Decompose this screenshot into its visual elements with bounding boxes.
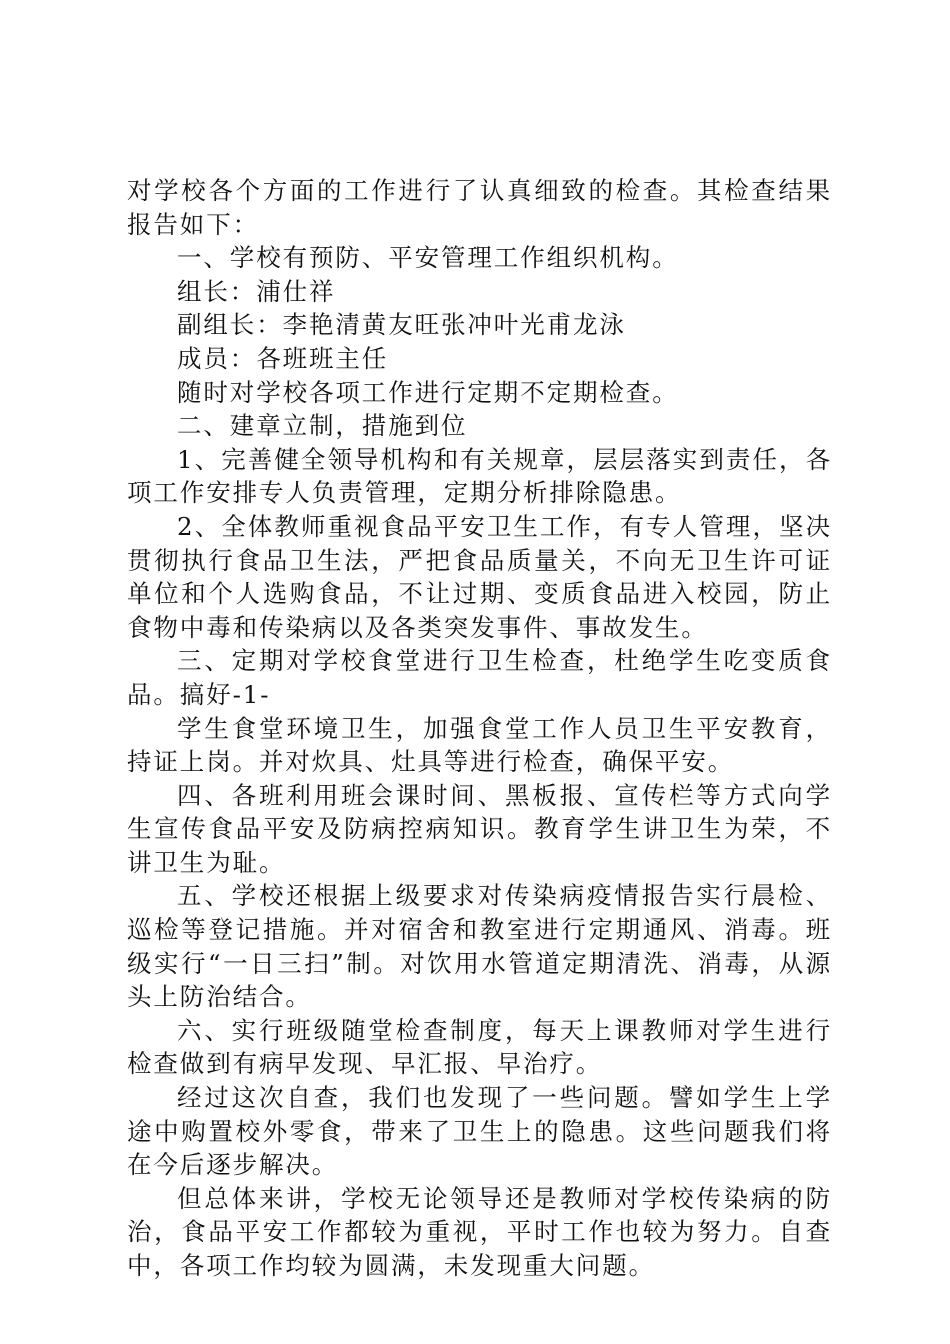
paragraph-section-6: 六、实行班级随堂检查制度，每天上课教师对学生进行检查做到有病早发现、早汇报、早治疗。 (127, 1015, 832, 1079)
paragraph-inspection-note: 随时对学校各项工作进行定期不定期检查。 (177, 377, 679, 407)
paragraph-deputy-leaders: 副组长：李艳清黄友旺张冲叶光甫龙泳 (177, 310, 626, 340)
paragraph-problems: 经过这次自查，我们也发现了一些问题。譬如学生上学途中购置校外零食，带来了卫生上的隐患。这些问题我们将在今后逐步解决。 (127, 1083, 832, 1180)
paragraph-section-5: 五、学校还根据上级要求对传染病疫情报告实行晨检、巡检等登记措施。并对宿舍和教室进行定期通风、消毒。班级实行“一日三扫”制。对饮用水管道定期清洗、消毒，从源头上防治结合。 (127, 881, 832, 1012)
paragraph-section-1: 一、学校有预防、平安管理工作组织机构。 (177, 243, 679, 273)
paragraph-canteen-hygiene: 学生食堂环境卫生，加强食堂工作人员卫生平安教育，持证上岗。并对炊具、灶具等进行检查，确保平安。 (127, 713, 832, 777)
paragraph-section-3: 三、定期对学校食堂进行卫生检查，杜绝学生吃变质食品。搞好-1- (127, 646, 832, 709)
paragraph-item-2: 2、全体教师重视食品平安卫生工作，有专人管理，坚决贯彻执行食品卫生法，严把食品质量关，不向无卫生许可证单位和个人选购食品，不让过期、变质食品进入校园，防止食物中毒和传染病以及各类突发事件、事故发生。 (127, 511, 832, 642)
paragraph-intro: 对学校各个方面的工作进行了认真细致的检查。其检查结果报告如下： (127, 176, 832, 239)
paragraph-conclusion: 但总体来讲，学校无论领导还是教师对学校传染病的防治，食品平安工作都较为重视，平时工作也较为努力。自查中，各项工作均较为圆满，未发现重大问题。 (127, 1183, 832, 1280)
paragraph-section-4: 四、各班利用班会课时间、黑板报、宣传栏等方式向学生宣传食品平安及防病控病知识。教育学生讲卫生为荣，不讲卫生为耻。 (127, 780, 832, 877)
paragraph-section-2: 二、建章立制，措施到位 (177, 411, 468, 441)
paragraph-item-1: 1、完善健全领导机构和有关规章，层层落实到责任，各项工作安排专人负责管理，定期分析排除隐患。 (127, 444, 832, 508)
paragraph-members: 成员：各班班主任 (177, 343, 389, 373)
document-body (127, 174, 832, 1283)
paragraph-group-leader: 组长：浦仕祥 (177, 276, 336, 306)
